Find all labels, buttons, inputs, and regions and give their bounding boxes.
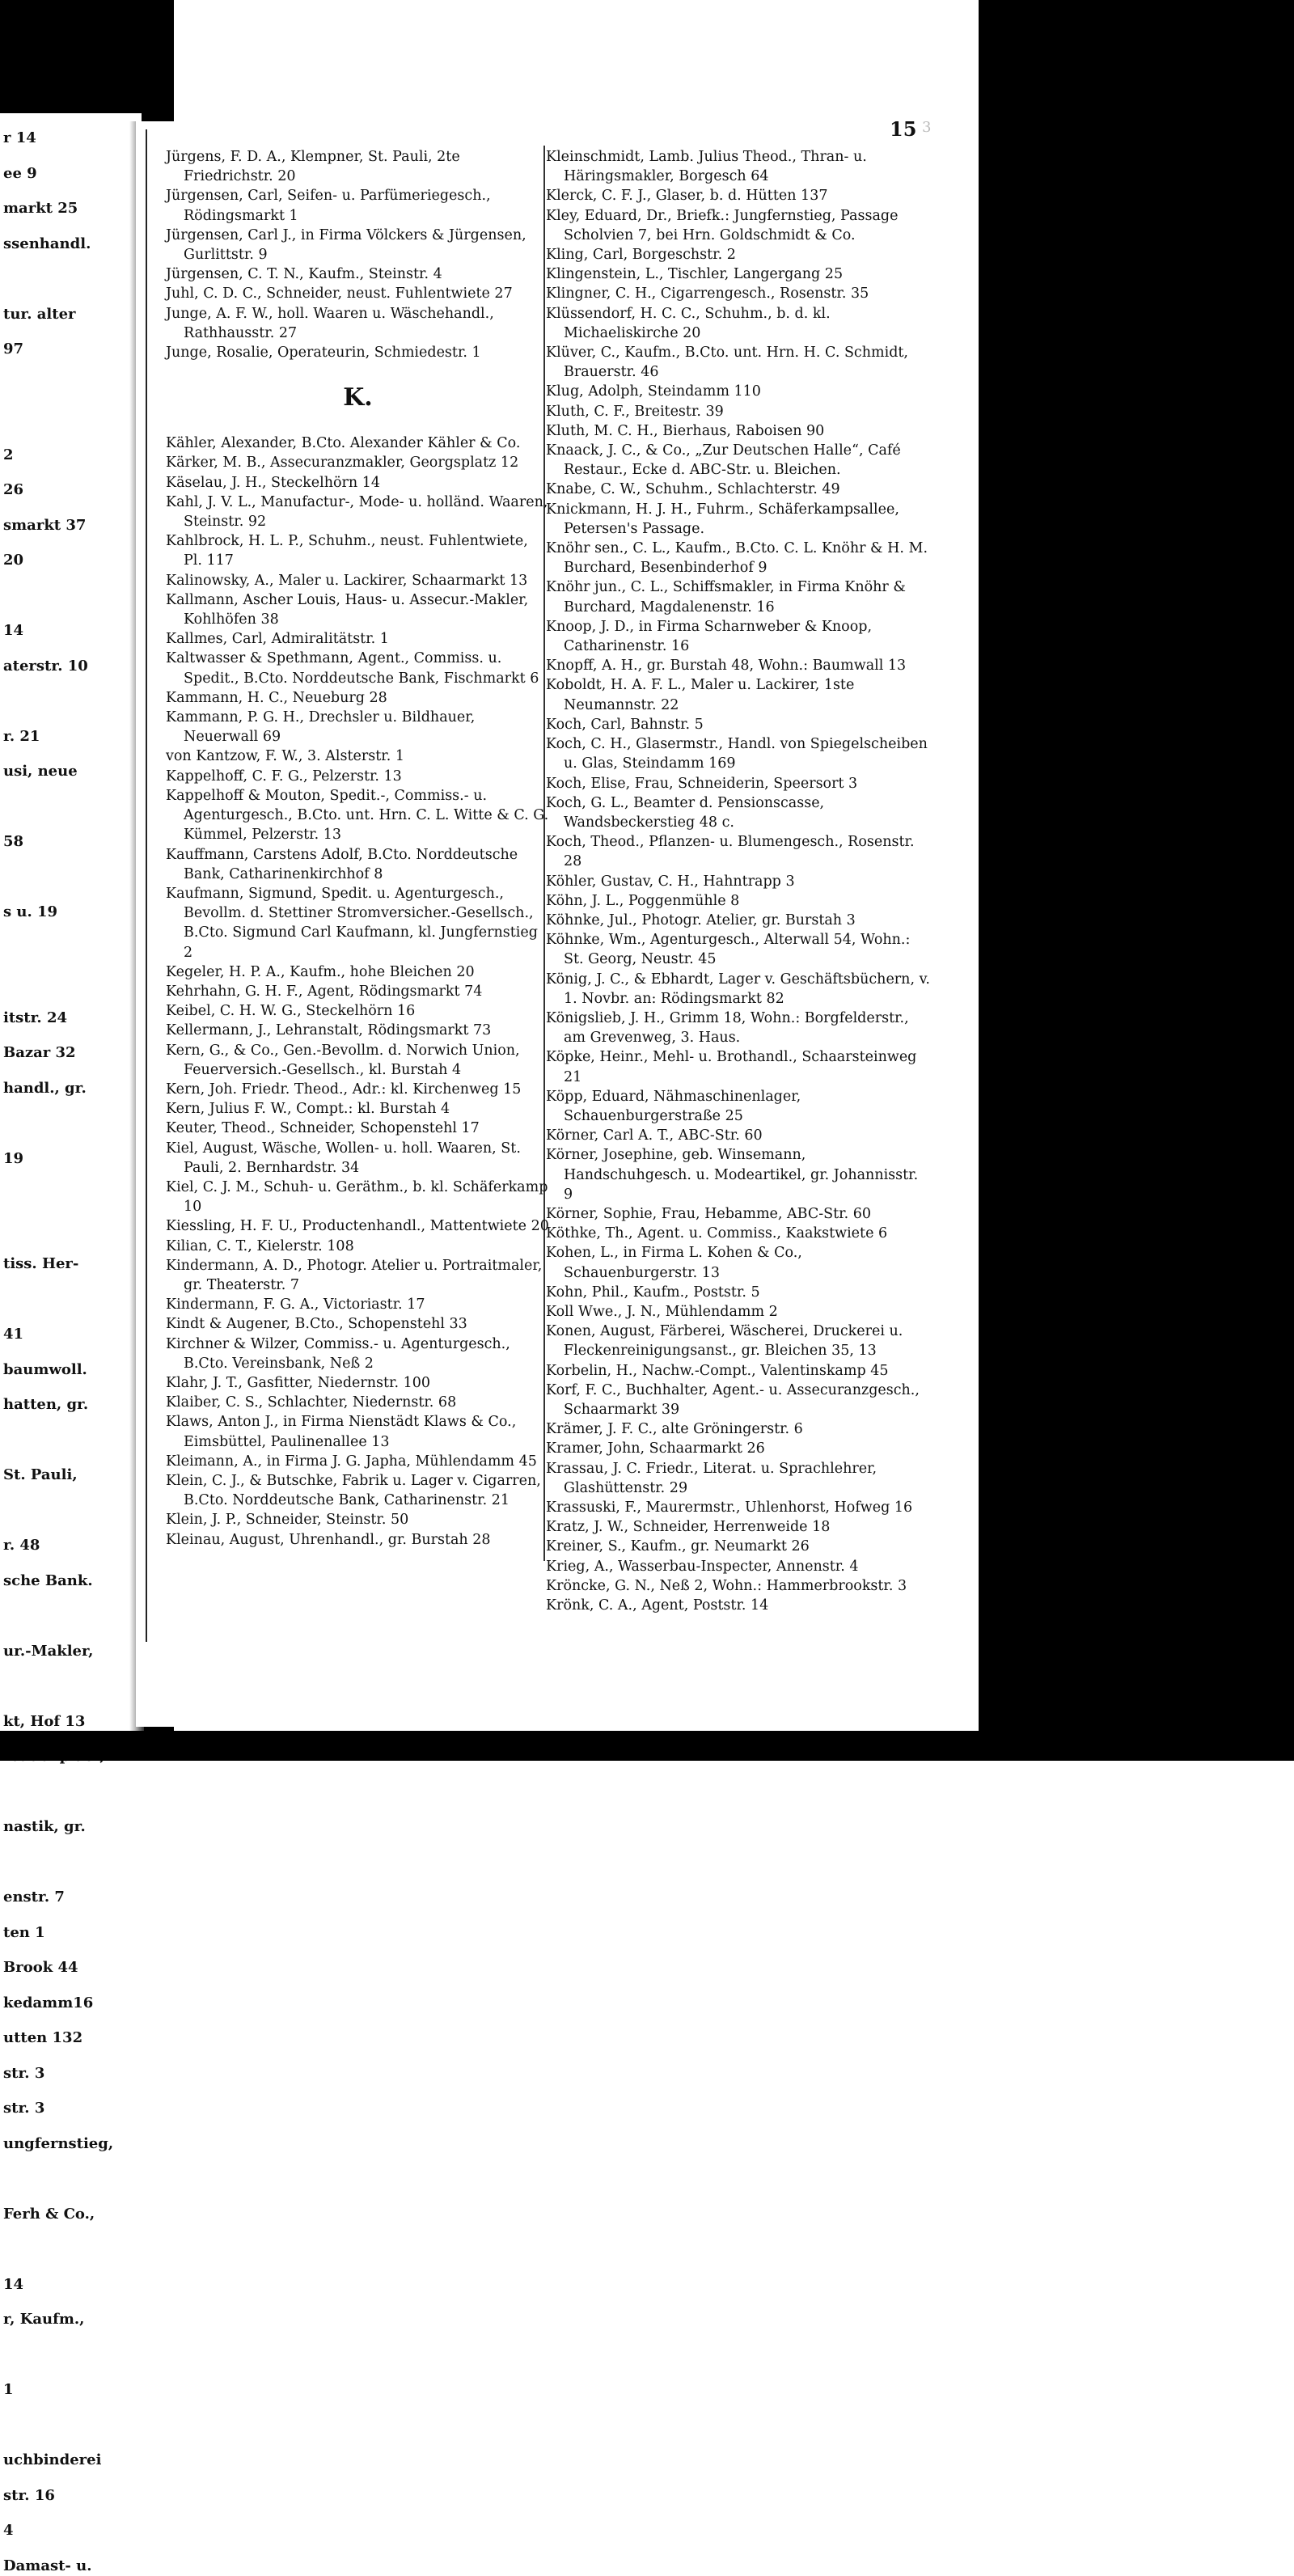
page-number: 15 xyxy=(890,117,916,141)
directory-entry: Knaack, J. C., & Co., „Zur Deutschen Halle“, Café Restaur., Ecke d. ABC-Str. u. Bleichen. xyxy=(546,441,930,480)
directory-entry: Kreiner, S., Kaufm., gr. Neumarkt 26 xyxy=(546,1537,930,1556)
facing-page-line: sche Bank. xyxy=(3,1571,142,1592)
scan-border-bottom xyxy=(0,1731,1294,1761)
directory-entry: Köhnke, Jul., Photogr. Atelier, gr. Burstah 3 xyxy=(546,911,930,930)
directory-entry: Junge, A. F. W., holl. Waaren u. Wäschehandl., Rathhausstr. 27 xyxy=(166,304,550,343)
facing-page-line xyxy=(3,1183,142,1204)
directory-entry: Kleimann, A., in Firma J. G. Japha, Mühlendamm 45 xyxy=(166,1452,550,1471)
directory-entry: Kehrhahn, G. H. F., Agent, Rödingsmarkt 74 xyxy=(166,982,550,1001)
facing-page-line: uchbinderei xyxy=(3,2450,142,2471)
directory-entry: Knöhr jun., C. L., Schiffsmakler, in Firma Knöhr & Burchard, Magdalenenstr. 16 xyxy=(546,577,930,616)
facing-page-line xyxy=(3,937,142,958)
facing-page-line: 1 xyxy=(3,2379,142,2400)
entries-k xyxy=(166,434,550,1550)
directory-entry: Klug, Adolph, Steindamm 110 xyxy=(546,382,930,401)
facing-page-line: 4 xyxy=(3,2520,142,2541)
directory-entry: Kaltwasser & Spethmann, Agent., Commiss. u. Spedit., B.Cto. Norddeutsche Bank, Fischmarkt 6 xyxy=(166,649,550,687)
directory-entry: Klüver, C., Kaufm., B.Cto. unt. Hrn. H. C. Schmidt, Brauerstr. 46 xyxy=(546,343,930,382)
directory-entry: Korf, F. C., Buchhalter, Agent.- u. Assecuranzgesch., Schaarmarkt 39 xyxy=(546,1381,930,1419)
page-rule xyxy=(146,129,147,1642)
directory-entry: Kratz, J. W., Schneider, Herrenweide 18 xyxy=(546,1517,930,1537)
directory-entry: Kiessling, H. F. U., Productenhandl., Mattentwiete 20 xyxy=(166,1216,550,1236)
facing-page-line xyxy=(3,2168,142,2189)
directory-entry: Koch, C. H., Glasermstr., Handl. von Spiegelscheiben u. Glas, Steindamm 169 xyxy=(546,734,930,773)
directory-entry: Kramer, John, Schaarmarkt 26 xyxy=(546,1439,930,1458)
facing-page-line: str. 3 xyxy=(3,2098,142,2119)
entries-j xyxy=(166,147,550,362)
facing-page-line: 41 xyxy=(3,1324,142,1345)
directory-entry: Kappelhoff & Mouton, Spedit.-, Commiss.- u. Agenturgesch., B.Cto. unt. Hrn. C. L. Witte & C. G. Kümmel, Pelzerstr. 13 xyxy=(166,786,550,845)
directory-entry: Koch, Elise, Frau, Schneiderin, Speersort 3 xyxy=(546,774,930,793)
directory-entry: Kling, Carl, Borgeschstr. 2 xyxy=(546,245,930,264)
directory-entry: Kern, G., & Co., Gen.-Bevollm. d. Norwich Union, Feuerversich.-Gesellsch., kl. Burstah 4 xyxy=(166,1041,550,1080)
facing-page-line xyxy=(3,1113,142,1134)
directory-entry: Kallmes, Carl, Admiralitätstr. 1 xyxy=(166,629,550,649)
directory-entry: Kleinschmidt, Lamb. Julius Theod., Thran- u. Häringsmakler, Borgesch 64 xyxy=(546,147,930,186)
facing-page-line xyxy=(3,2239,142,2260)
facing-page-line xyxy=(3,867,142,888)
facing-page-line: 26 xyxy=(3,480,142,501)
directory-entry: Knopff, A. H., gr. Burstah 48, Wohn.: Baumwall 13 xyxy=(546,656,930,675)
directory-entry: Klahr, J. T., Gasfitter, Niedernstr. 100 xyxy=(166,1373,550,1393)
facing-page-line: 14 xyxy=(3,620,142,641)
directory-entry: Körner, Sophie, Frau, Hebamme, ABC-Str. 60 xyxy=(546,1204,930,1224)
facing-page-line: nastik, gr. xyxy=(3,1817,142,1838)
facing-page-line xyxy=(3,797,142,818)
directory-entry: Klingenstein, L., Tischler, Langergang 25 xyxy=(546,264,930,284)
page-number-bleed: 3 xyxy=(922,119,931,136)
directory-entry: Kindt & Augener, B.Cto., Schopenstehl 33 xyxy=(166,1314,550,1334)
facing-page-line: ee 9 xyxy=(3,163,142,184)
facing-page-line: St. Pauli, xyxy=(3,1465,142,1486)
directory-entry: Junge, Rosalie, Operateurin, Schmiedestr. 1 xyxy=(166,343,550,362)
facing-page-line xyxy=(3,1676,142,1697)
directory-entry: Klaws, Anton J., in Firma Nienstädt Klaws & Co., Eimsbüttel, Paulinenallee 13 xyxy=(166,1412,550,1451)
facing-page-line xyxy=(3,269,142,290)
directory-entry: Klein, C. J., & Butschke, Fabrik u. Lager v. Cigarren, B.Cto. Norddeutsche Bank, Catharinenstr. 21 xyxy=(166,1471,550,1510)
directory-entry: Kammann, P. G. H., Drechsler u. Bildhauer, Neuerwall 69 xyxy=(166,708,550,747)
directory-entry: Knoop, J. D., in Firma Scharnweber & Knoop, Catharinenstr. 16 xyxy=(546,617,930,656)
facing-page-line: ssenhandl. xyxy=(3,234,142,255)
facing-page-line xyxy=(3,1605,142,1626)
directory-entry: Koch, Theod., Pflanzen- u. Blumengesch., Rosenstr. 28 xyxy=(546,832,930,871)
facing-page-line: r, Kaufm., xyxy=(3,2309,142,2330)
section-heading: K. xyxy=(166,366,550,430)
facing-page-line: tur. alter xyxy=(3,304,142,325)
directory-entry: Kellermann, J., Lehranstalt, Rödingsmarkt 73 xyxy=(166,1021,550,1040)
directory-entry: Körner, Carl A. T., ABC-Str. 60 xyxy=(546,1126,930,1145)
directory-entry: Kalinowsky, A., Maler u. Lackirer, Schaarmarkt 13 xyxy=(166,571,550,590)
facing-page-line: ten 1 xyxy=(3,1922,142,1944)
facing-page-line: 2 xyxy=(3,445,142,466)
facing-page-line xyxy=(3,1500,142,1521)
facing-page-line: ungfernstieg, xyxy=(3,2134,142,2155)
directory-entry: Kähler, Alexander, B.Cto. Alexander Kähler & Co. xyxy=(166,434,550,453)
directory-entry: Knöhr sen., C. L., Kaufm., B.Cto. C. L. Knöhr & H. M. Burchard, Besenbinderhof 9 xyxy=(546,539,930,577)
directory-entry: Kauffmann, Carstens Adolf, B.Cto. Norddeutsche Bank, Catharinenkirchhof 8 xyxy=(166,845,550,884)
directory-entry: Köhnke, Wm., Agenturgesch., Alterwall 54, Wohn.: St. Georg, Neustr. 45 xyxy=(546,930,930,969)
directory-entry: Keibel, C. H. W. G., Steckelhörn 16 xyxy=(166,1001,550,1021)
column-left xyxy=(166,147,550,1550)
directory-entry: Kallmann, Ascher Louis, Haus- u. Assecur.-Makler, Kohlhöfen 38 xyxy=(166,590,550,629)
directory-entry: Kiel, C. J. M., Schuh- u. Geräthm., b. kl. Schäferkamp 10 xyxy=(166,1178,550,1216)
facing-page-line xyxy=(3,972,142,993)
directory-entry: Kegeler, H. P. A., Kaufm., hohe Bleichen 20 xyxy=(166,962,550,982)
directory-entry: Kindermann, A. D., Photogr. Atelier u. Portraitmaler, gr. Theaterstr. 7 xyxy=(166,1256,550,1295)
directory-entry: Köhler, Gustav, C. H., Hahntrapp 3 xyxy=(546,872,930,891)
facing-page-line: 19 xyxy=(3,1148,142,1170)
facing-page-line: tiss. Her- xyxy=(3,1254,142,1275)
directory-entry: Kern, Julius F. W., Compt.: kl. Burstah 4 xyxy=(166,1099,550,1119)
directory-entry: Köhn, J. L., Poggenmühle 8 xyxy=(546,891,930,911)
directory-entry: Kohn, Phil., Kaufm., Poststr. 5 xyxy=(546,1283,930,1302)
directory-entry: Konen, August, Färberei, Wäscherei, Druckerei u. Fleckenreinigungsanst., gr. Bleichen 35, 13 xyxy=(546,1322,930,1360)
facing-page-line: handl., gr. xyxy=(3,1078,142,1099)
directory-entry: Köpp, Eduard, Nähmaschinenlager, Schauenburgerstraße 25 xyxy=(546,1087,930,1126)
facing-page-line: usi, neue xyxy=(3,761,142,782)
facing-page-fragment xyxy=(0,113,142,1731)
directory-entry: von Kantzow, F. W., 3. Alsterstr. 1 xyxy=(166,747,550,766)
facing-page-line: str. 3 xyxy=(3,2063,142,2084)
facing-page-line: kt, Hof 13 xyxy=(3,1711,142,1732)
directory-entry: Kley, Eduard, Dr., Briefk.: Jungfernstieg, Passage Scholvien 7, bei Hrn. Goldschmidt & Co. xyxy=(546,206,930,245)
directory-entry: Käselau, J. H., Steckelhörn 14 xyxy=(166,473,550,493)
directory-entry: Klerck, C. F. J., Glaser, b. d. Hütten 137 xyxy=(546,186,930,205)
directory-entry: Kahlbrock, H. L. P., Schuhm., neust. Fuhlentwiete, Pl. 117 xyxy=(166,531,550,570)
facing-page-line xyxy=(3,1289,142,1310)
directory-entry: Kahl, J. V. L., Manufactur-, Mode- u. holländ. Waaren, Steinstr. 92 xyxy=(166,493,550,531)
facing-page-line: baumwoll. xyxy=(3,1360,142,1381)
facing-page-line: 20 xyxy=(3,550,142,571)
directory-entry: Kluth, C. F., Breitestr. 39 xyxy=(546,402,930,421)
directory-entry: Kluth, M. C. H., Bierhaus, Raboisen 90 xyxy=(546,421,930,441)
directory-entry: Kiel, August, Wäsche, Wollen- u. holl. Waaren, St. Pauli, 2. Bernhardstr. 34 xyxy=(166,1139,550,1178)
facing-page-line: enstr. 7 xyxy=(3,1887,142,1908)
directory-entry: Juhl, C. D. C., Schneider, neust. Fuhlentwiete 27 xyxy=(166,284,550,303)
directory-entry: Kärker, M. B., Assecuranzmakler, Georgsplatz 12 xyxy=(166,453,550,472)
facing-page-line: itstr. 24 xyxy=(3,1008,142,1029)
directory-entry: Kleinau, August, Uhrenhandl., gr. Burstah 28 xyxy=(166,1530,550,1550)
facing-page-line: r 14 xyxy=(3,128,142,149)
directory-entry: Jürgens, F. D. A., Klempner, St. Pauli, 2te Friedrichstr. 20 xyxy=(166,147,550,186)
directory-entry: Kappelhoff, C. F. G., Pelzerstr. 13 xyxy=(166,767,550,786)
facing-page-line: r. 21 xyxy=(3,726,142,747)
directory-entry: Kilian, C. T., Kielerstr. 108 xyxy=(166,1237,550,1256)
directory-entry: König, J. C., & Ebhardt, Lager v. Geschäftsbüchern, v. 1. Novbr. an: Rödingsmarkt 82 xyxy=(546,970,930,1009)
scan-border-right xyxy=(979,0,1294,1761)
facing-page-line xyxy=(3,1782,142,1803)
directory-entry: Krassau, J. C. Friedr., Literat. u. Sprachlehrer, Glashüttenstr. 29 xyxy=(546,1459,930,1498)
directory-entry: Kirchner & Wilzer, Commiss.- u. Agenturgesch., B.Cto. Vereinsbank, Neß 2 xyxy=(166,1335,550,1373)
directory-entry: Klingner, C. H., Cigarrengesch., Rosenstr. 35 xyxy=(546,284,930,303)
directory-entry: Kröncke, G. N., Neß 2, Wohn.: Hammerbrookstr. 3 xyxy=(546,1576,930,1596)
directory-entry: Krassuski, F., Maurermstr., Uhlenhorst, Hofweg 16 xyxy=(546,1498,930,1517)
facing-page-line: Damast- u. xyxy=(3,2556,142,2576)
facing-page-line: utten 132 xyxy=(3,2028,142,2049)
directory-entry: Kaufmann, Sigmund, Spedit. u. Agenturgesch., Bevollm. d. Stettiner Stromversicher.-Gesellsch., B.Cto. Sigmund Carl Kaufmann, kl. Jungfernstieg 2 xyxy=(166,884,550,962)
facing-page-line: 58 xyxy=(3,831,142,852)
facing-page-line: 97 xyxy=(3,339,142,360)
directory-entry: Jürgensen, Carl J., in Firma Völckers & Jürgensen, Gurlittstr. 9 xyxy=(166,226,550,264)
directory-entry: Kindermann, F. G. A., Victoriastr. 17 xyxy=(166,1295,550,1314)
directory-entry: Krämer, J. F. C., alte Gröningerstr. 6 xyxy=(546,1419,930,1439)
directory-entry: Kohen, L., in Firma L. Kohen & Co., Schauenburgerstr. 13 xyxy=(546,1243,930,1282)
directory-entry: Klüssendorf, H. C. C., Schuhm., b. d. kl. Michaeliskirche 20 xyxy=(546,304,930,343)
column-right xyxy=(546,147,930,1615)
facing-page-line xyxy=(3,2415,142,2436)
facing-page-line: 14 xyxy=(3,2274,142,2295)
facing-page-line xyxy=(3,1430,142,1451)
facing-page-line: kedamm16 xyxy=(3,1993,142,2014)
directory-entry: Köpke, Heinr., Mehl- u. Brothandl., Schaarsteinweg 21 xyxy=(546,1047,930,1086)
directory-entry: Koll Wwe., J. N., Mühlendamm 2 xyxy=(546,1302,930,1322)
facing-page-line xyxy=(3,586,142,607)
facing-page-line: smarkt 37 xyxy=(3,515,142,536)
facing-page-line xyxy=(3,691,142,712)
directory-entry: Jürgensen, Carl, Seifen- u. Parfümeriegesch., Rödingsmarkt 1 xyxy=(166,186,550,225)
facing-page-line: str. 16 xyxy=(3,2485,142,2506)
facing-page-line xyxy=(3,1852,142,1873)
directory-entry: Kammann, H. C., Neueburg 28 xyxy=(166,688,550,708)
directory-entry: Keuter, Theod., Schneider, Schopenstehl 17 xyxy=(166,1119,550,1138)
facing-page-line xyxy=(3,1219,142,1240)
directory-entry: Krönk, C. A., Agent, Poststr. 14 xyxy=(546,1596,930,1615)
facing-page-line: markt 25 xyxy=(3,198,142,219)
facing-page-line: s u. 19 xyxy=(3,902,142,923)
directory-entry: Körner, Josephine, geb. Winsemann, Handschuhgesch. u. Modeartikel, gr. Johannisstr. 9 xyxy=(546,1145,930,1204)
directory-entry: Knickmann, H. J. H., Fuhrm., Schäferkampsallee, Petersen's Passage. xyxy=(546,500,930,539)
directory-entry: Koch, G. L., Beamter d. Pensionscasse, Wandsbeckerstieg 48 c. xyxy=(546,793,930,832)
facing-page-line: ur.-Makler, xyxy=(3,1641,142,1662)
directory-entry: Knabe, C. W., Schuhm., Schlachterstr. 49 xyxy=(546,480,930,499)
directory-entry: Klein, J. P., Schneider, Steinstr. 50 xyxy=(166,1510,550,1529)
facing-page-line xyxy=(3,409,142,430)
facing-page-line xyxy=(3,2345,142,2366)
facing-page-line: Ferh & Co., xyxy=(3,2204,142,2225)
directory-entry: Koboldt, H. A. F. L., Maler u. Lackirer, 1ste Neumannstr. 22 xyxy=(546,675,930,714)
facing-page-line: Bazar 32 xyxy=(3,1043,142,1064)
directory-entry: Koch, Carl, Bahnstr. 5 xyxy=(546,715,930,734)
facing-page-line: Brook 44 xyxy=(3,1957,142,1978)
directory-entry: Korbelin, H., Nachw.-Compt., Valentinskamp 45 xyxy=(546,1361,930,1381)
directory-entry: Klaiber, C. S., Schlachter, Niedernstr. 68 xyxy=(166,1393,550,1412)
directory-entry: Jürgensen, C. T. N., Kaufm., Steinstr. 4 xyxy=(166,264,550,284)
facing-page-line: hatten, gr. xyxy=(3,1394,142,1415)
facing-page-line: aterstr. 10 xyxy=(3,656,142,677)
facing-page-line xyxy=(3,374,142,395)
directory-entry: Königslieb, J. H., Grimm 18, Wohn.: Borgfelderstr., am Grevenweg, 3. Haus. xyxy=(546,1009,930,1047)
directory-entry: Kern, Joh. Friedr. Theod., Adr.: kl. Kirchenweg 15 xyxy=(166,1080,550,1099)
facing-page-line: r. 48 xyxy=(3,1535,142,1556)
directory-entry: Köthke, Th., Agent. u. Commiss., Kaakstwiete 6 xyxy=(546,1224,930,1243)
directory-entry: Krieg, A., Wasserbau-Inspecter, Annenstr. 4 xyxy=(546,1557,930,1576)
